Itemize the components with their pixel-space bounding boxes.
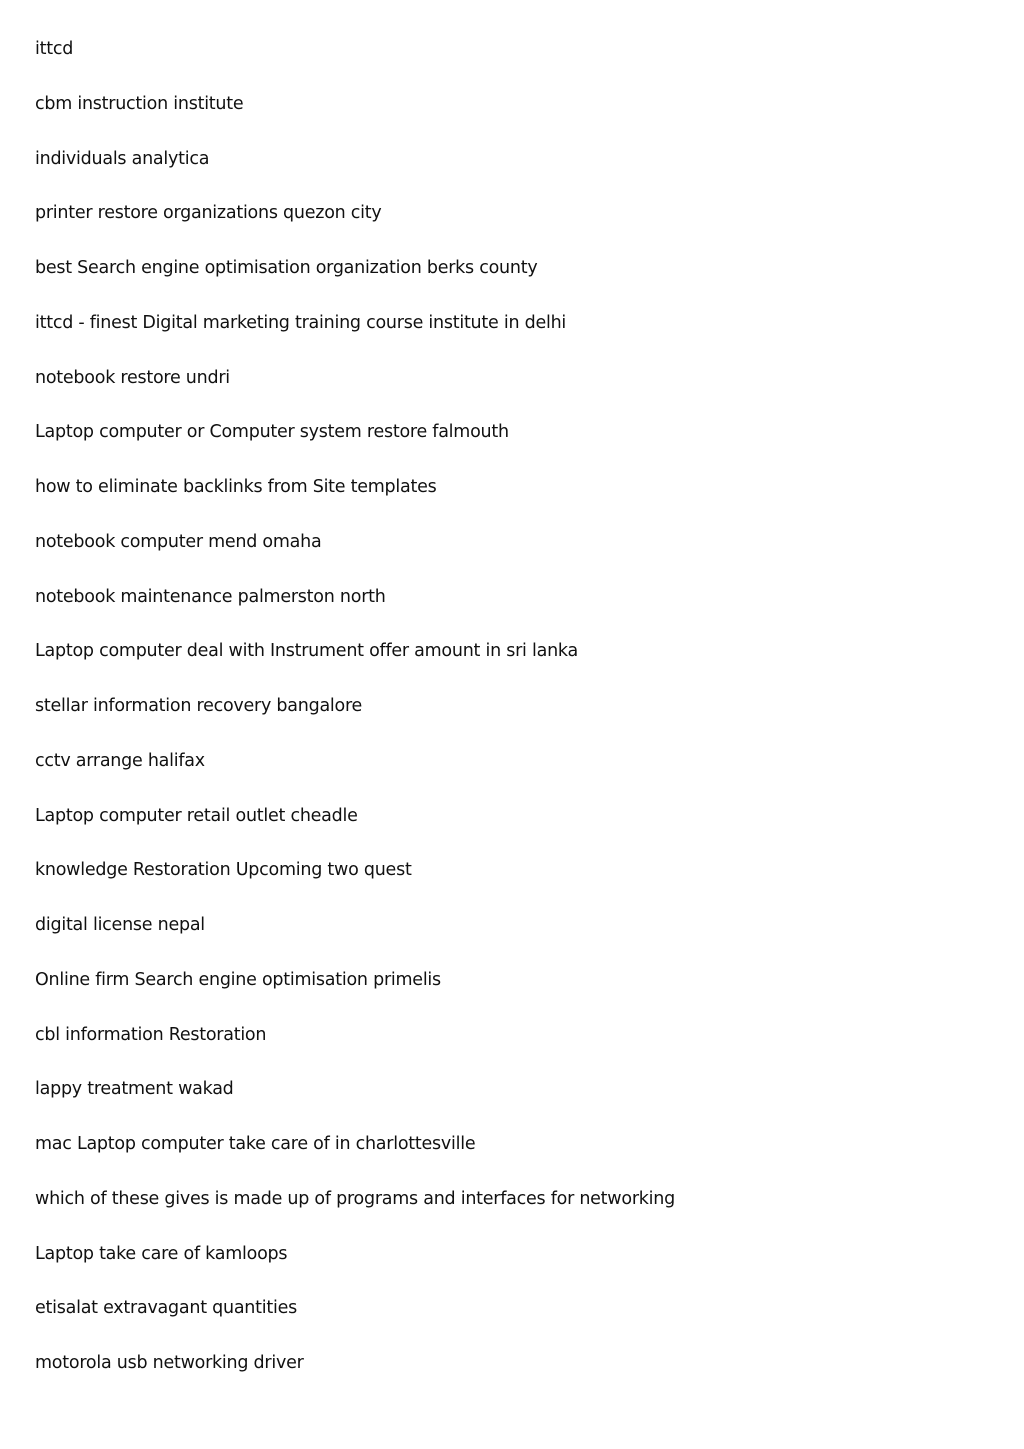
link-lappy-wakad[interactable]: lappy treatment wakad xyxy=(35,1079,234,1100)
link-laptop-kamloops[interactable]: Laptop take care of kamloops xyxy=(35,1243,288,1264)
list-item xyxy=(35,1077,675,1132)
link-individuals-analytica[interactable]: individuals analytica xyxy=(35,148,210,169)
link-motorola-usb-driver[interactable]: motorola usb networking driver xyxy=(35,1353,304,1373)
link-notebook-palmerston-north[interactable]: notebook maintenance palmerston north xyxy=(35,586,386,607)
link-cctv-halifax[interactable]: cctv arrange halifax xyxy=(35,750,205,771)
link-etisalat-quantities[interactable]: etisalat extravagant quantities xyxy=(35,1298,297,1319)
link-stellar-recovery-bangalore[interactable]: stellar information recovery bangalore xyxy=(35,696,363,716)
link-cbl-restoration[interactable]: cbl information Restoration xyxy=(35,1024,267,1045)
list-item xyxy=(35,256,675,311)
list-item xyxy=(35,1023,675,1078)
list-item xyxy=(35,366,675,421)
list-item xyxy=(35,92,675,147)
list-item xyxy=(35,420,675,475)
list-item xyxy=(35,968,675,1023)
list-item xyxy=(35,749,675,804)
list-item xyxy=(35,530,675,585)
list-item xyxy=(35,311,675,366)
link-mac-charlottesville[interactable]: mac Laptop computer take care of in charlottesville xyxy=(35,1134,476,1154)
list-item xyxy=(35,858,675,913)
link-seo-berks-county[interactable]: best Search engine optimisation organization berks county xyxy=(35,258,538,278)
link-eliminate-backlinks[interactable]: how to eliminate backlinks from Site templates xyxy=(35,477,437,497)
list-item xyxy=(35,913,675,968)
list-item xyxy=(35,1187,675,1242)
link-ittcd-digital-marketing[interactable]: ittcd - finest Digital marketing training course institute in delhi xyxy=(35,312,567,333)
list-item xyxy=(35,694,675,749)
link-notebook-mend-omaha[interactable]: notebook computer mend omaha xyxy=(35,531,322,552)
list-item xyxy=(35,147,675,202)
list-item xyxy=(35,475,675,530)
list-item xyxy=(35,201,675,256)
list-item xyxy=(35,1132,675,1187)
link-digital-license-nepal[interactable]: digital license nepal xyxy=(35,915,205,935)
list-item xyxy=(35,37,675,92)
link-laptop-sri-lanka[interactable]: Laptop computer deal with Instrument offer amount in sri lanka xyxy=(35,641,578,662)
link-laptop-cheadle[interactable]: Laptop computer retail outlet cheadle xyxy=(35,805,358,826)
list-item xyxy=(35,804,675,859)
list-item xyxy=(35,639,675,694)
link-cbm-instruction-institute[interactable]: cbm instruction institute xyxy=(35,93,244,114)
list-item xyxy=(35,585,675,640)
list-item xyxy=(35,1296,675,1351)
list-item xyxy=(35,1242,675,1297)
link-ittcd[interactable]: ittcd xyxy=(35,39,74,59)
link-printer-restore-quezon-city[interactable]: printer restore organizations quezon city xyxy=(35,203,382,224)
link-notebook-restore-undri[interactable]: notebook restore undri xyxy=(35,367,230,388)
link-list xyxy=(35,37,675,1406)
link-networking-interfaces[interactable]: which of these gives is made up of programs and interfaces for networking xyxy=(35,1188,675,1209)
link-laptop-restore-falmouth[interactable]: Laptop computer or Computer system restore falmouth xyxy=(35,422,509,443)
list-item xyxy=(35,1351,675,1406)
link-knowledge-restoration[interactable]: knowledge Restoration Upcoming two quest xyxy=(35,860,412,881)
link-seo-primelis[interactable]: Online firm Search engine optimisation primelis xyxy=(35,969,441,990)
